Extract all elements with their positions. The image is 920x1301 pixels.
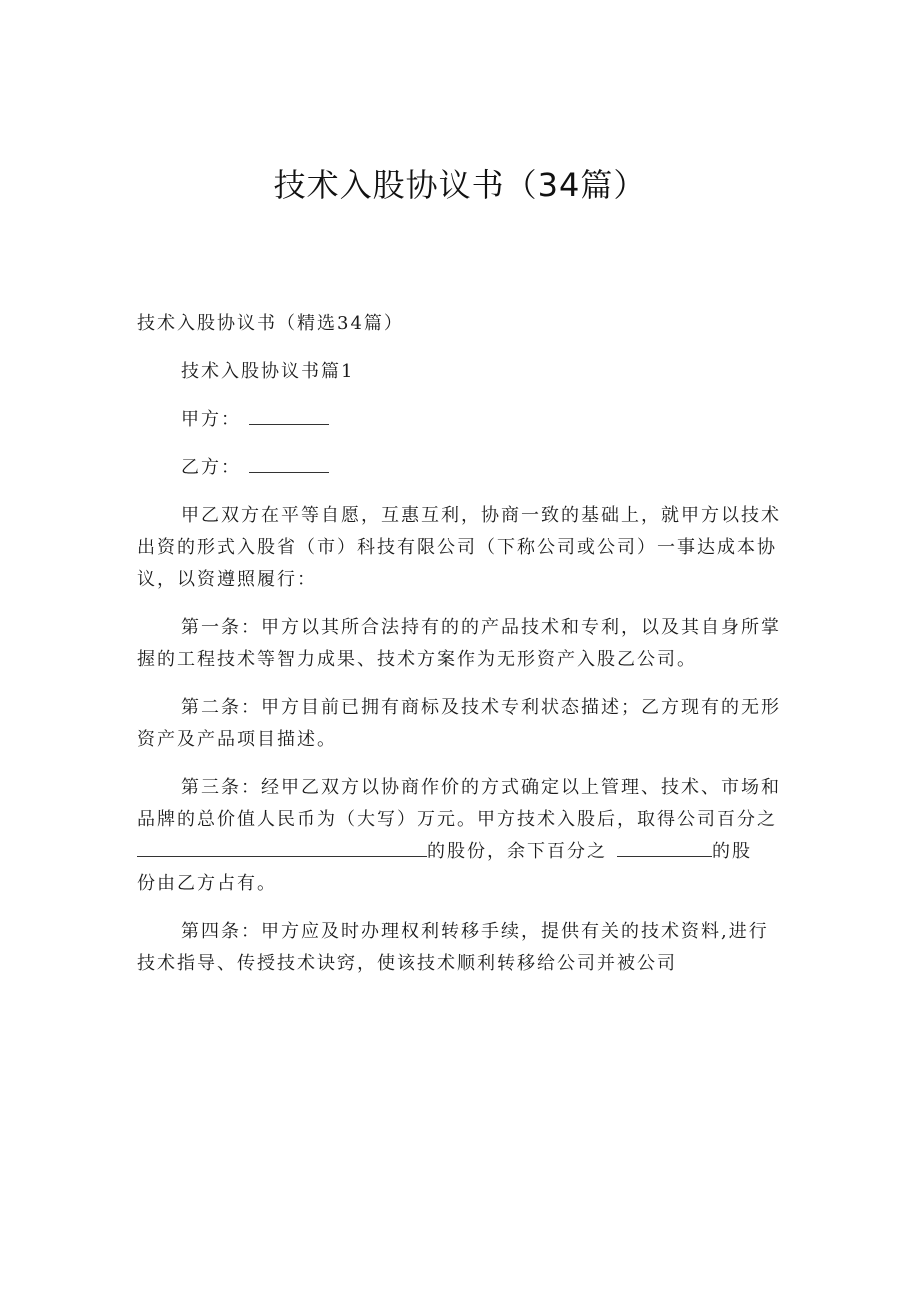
article-4-line: 技术指导、传授技术诀窍，使该技术顺利转移给公司并被公司 bbox=[137, 953, 677, 974]
party-b-line bbox=[137, 452, 787, 484]
preamble-line: 甲乙双方在平等自愿，互惠互利，协商一致的基础上，就甲方以技术 bbox=[181, 505, 781, 526]
article-2-line: 资产及产品项目描述。 bbox=[137, 729, 337, 750]
article-3-paragraph bbox=[137, 772, 787, 900]
article-3-line: 份由乙方占有。 bbox=[137, 873, 277, 894]
article-2-paragraph bbox=[137, 692, 787, 756]
article-4-line: 第四条：甲方应及时办理权利转移手续，提供有关的技术资料,进行 bbox=[181, 921, 769, 942]
share-b-text: 的股 bbox=[712, 841, 752, 862]
article-2-line: 第二条：甲方目前已拥有商标及技术专利状态描述；乙方现有的无形 bbox=[181, 697, 781, 718]
document-title: 技术入股协议书（34篇） bbox=[273, 166, 647, 204]
share-b-blank bbox=[617, 836, 712, 857]
article-1-line: 握的工程技术等智力成果、技术方案作为无形资产入股乙公司。 bbox=[137, 649, 697, 670]
preamble-line: 议，以资遵照履行： bbox=[137, 569, 317, 590]
preamble-line: 出资的形式入股省（市）科技有限公司（下称公司或公司）一事达成本协 bbox=[137, 537, 777, 558]
party-b-blank bbox=[249, 452, 329, 473]
preamble-paragraph bbox=[137, 500, 787, 596]
article-3-line: 品牌的总价值人民币为（大写）万元。甲方技术入股后，取得公司百分之 bbox=[137, 809, 777, 830]
article-4-paragraph bbox=[137, 916, 787, 980]
party-a-line bbox=[137, 404, 787, 436]
intro-line: 技术入股协议书（精选34篇） bbox=[137, 313, 404, 334]
article-1-line: 第一条：甲方以其所合法持有的的产品技术和专利，以及其自身所掌 bbox=[181, 617, 781, 638]
document-body bbox=[137, 308, 787, 980]
share-a-blank bbox=[137, 836, 427, 857]
article-3-share-line bbox=[137, 836, 787, 868]
share-a-text: 的股份，余下百分之 bbox=[427, 841, 607, 862]
party-a-blank bbox=[249, 404, 329, 425]
party-a-label: 甲方： bbox=[181, 409, 241, 430]
section-heading: 技术入股协议书篇1 bbox=[181, 361, 355, 382]
article-1-paragraph bbox=[137, 612, 787, 676]
party-b-label: 乙方： bbox=[181, 457, 241, 478]
article-3-line: 第三条：经甲乙双方以协商作价的方式确定以上管理、技术、市场和 bbox=[181, 777, 781, 798]
